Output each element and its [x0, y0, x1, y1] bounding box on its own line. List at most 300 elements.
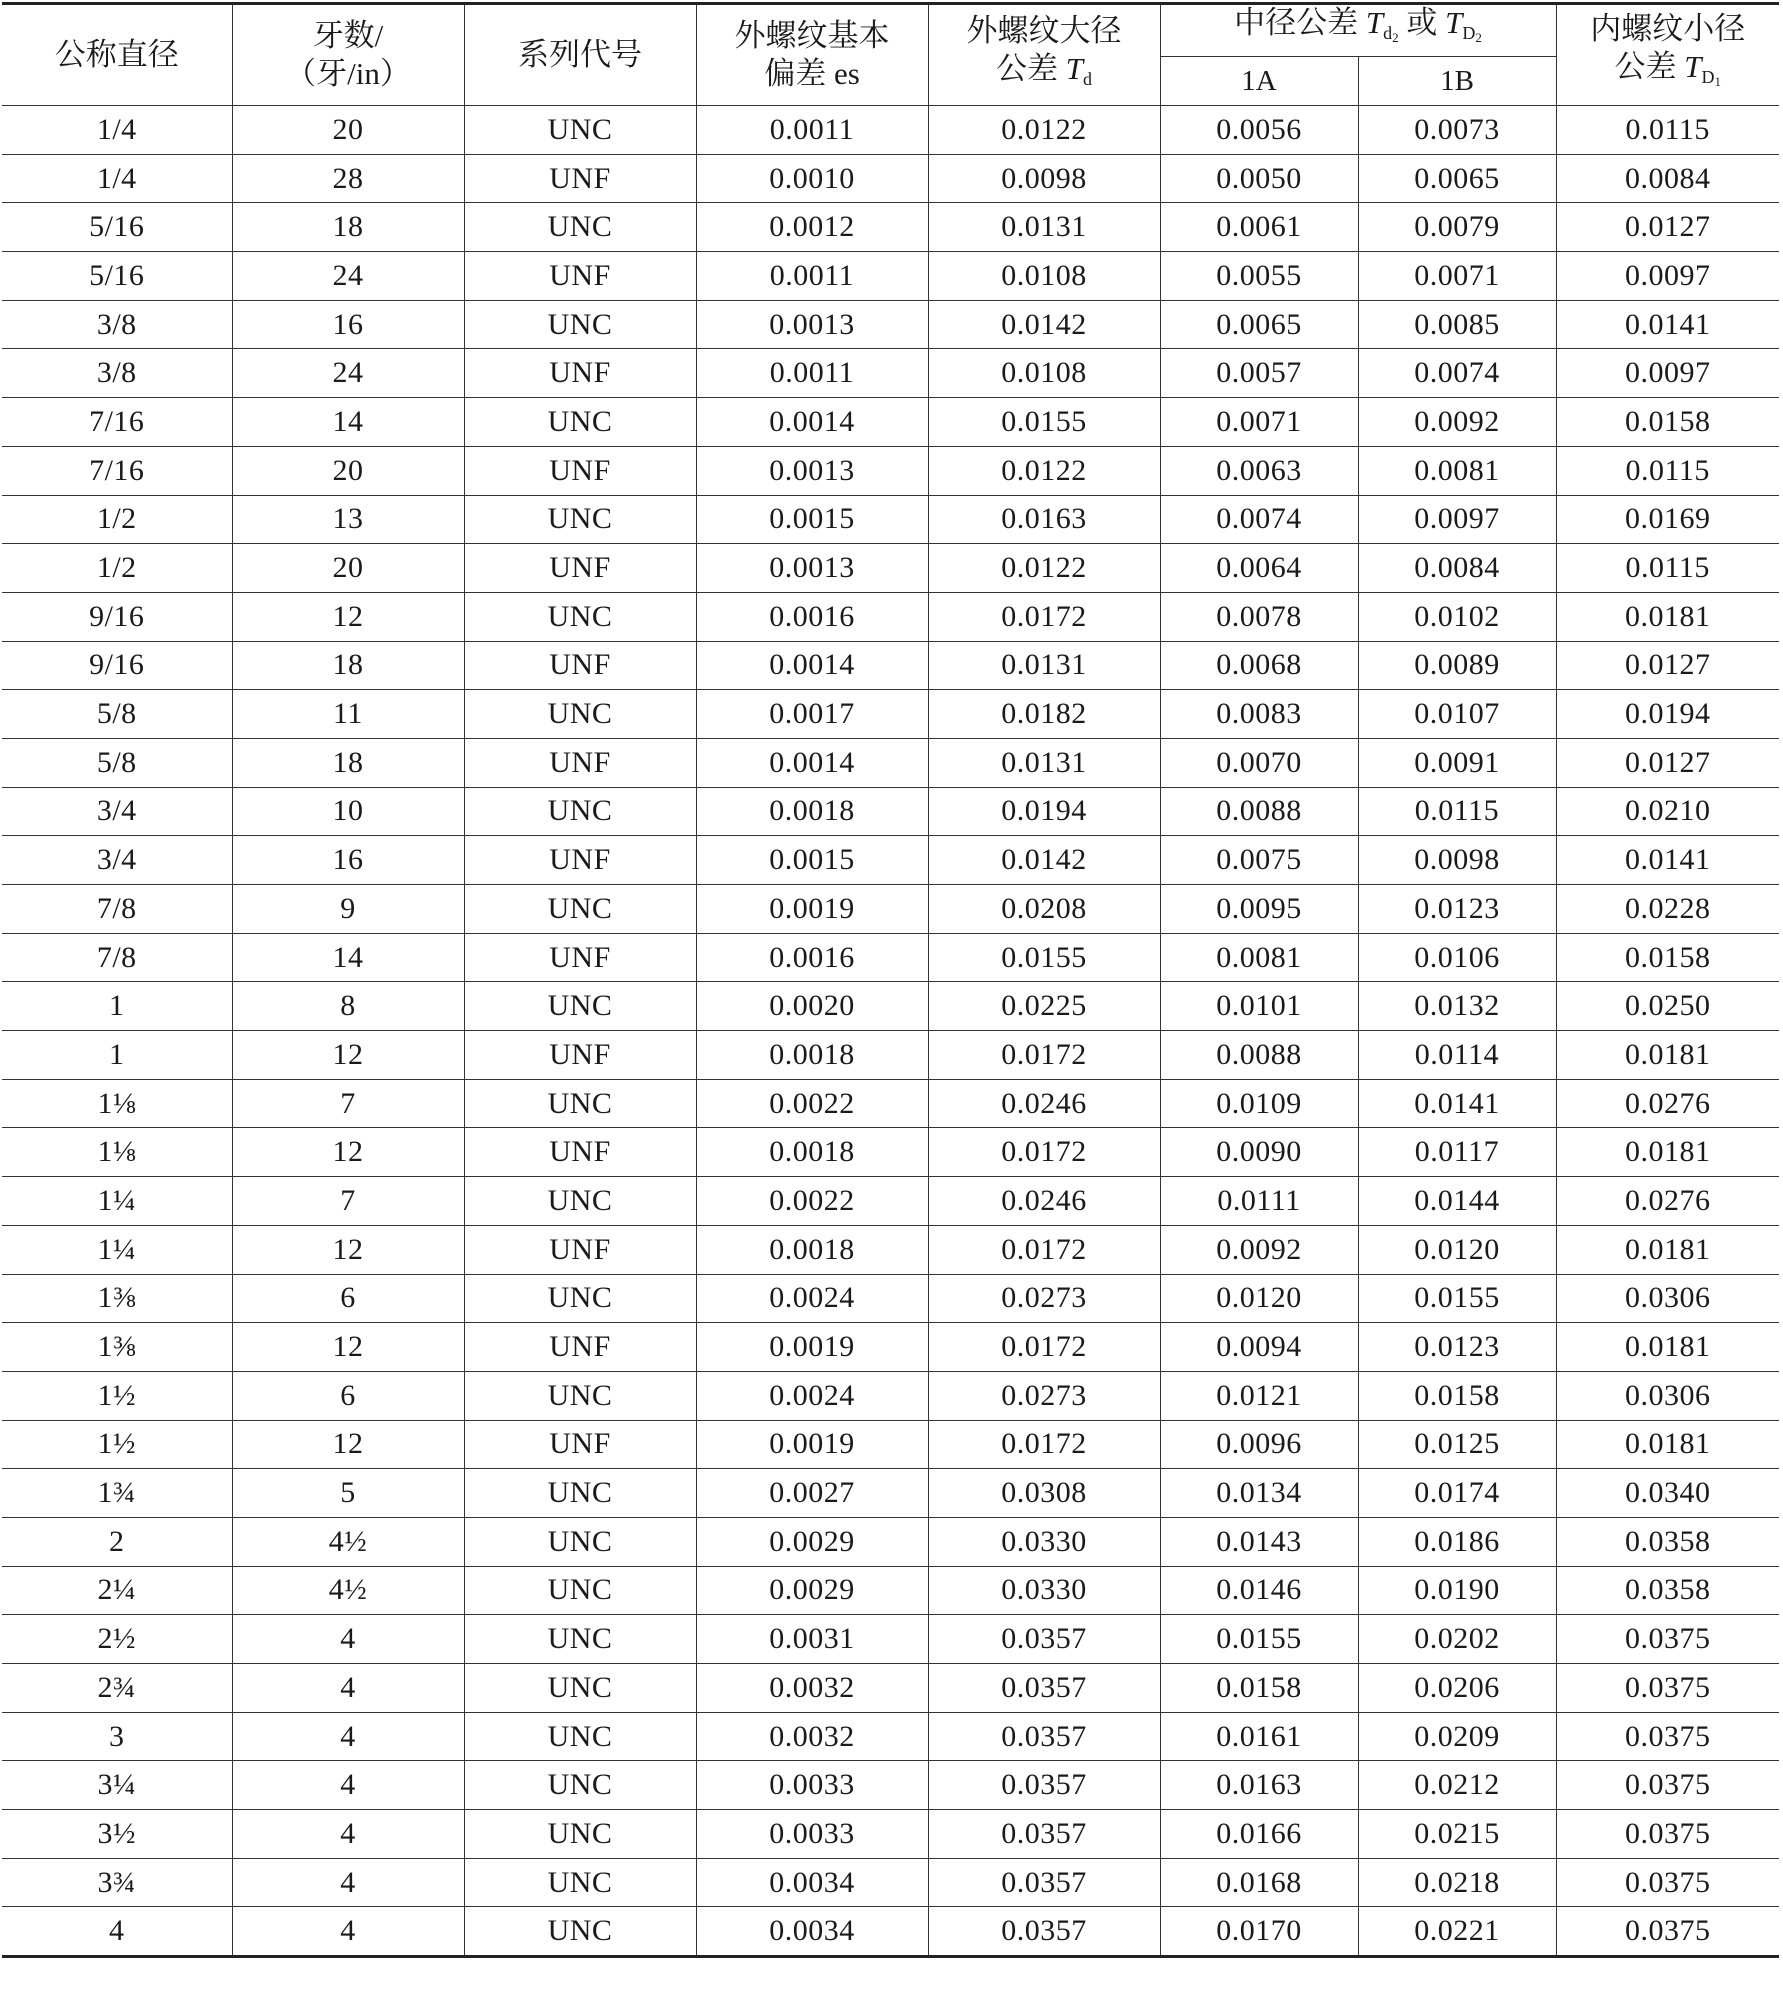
- cell-threads-per-inch: 18: [232, 641, 464, 690]
- header-pitch-symbol1: T: [1365, 5, 1384, 40]
- cell-major-diameter-tolerance: 0.0308: [928, 1469, 1160, 1518]
- cell-minor-diameter-tolerance: 0.0375: [1556, 1761, 1779, 1810]
- cell-threads-per-inch: 10: [232, 787, 464, 836]
- cell-pitch-tolerance-1b: 0.0107: [1358, 690, 1556, 739]
- header-td1-prefix: 公差: [1614, 48, 1685, 84]
- cell-basic-deviation-es: 0.0013: [696, 300, 928, 349]
- cell-threads-per-inch: 7: [232, 1079, 464, 1128]
- cell-pitch-tolerance-1b: 0.0144: [1358, 1177, 1556, 1226]
- cell-nominal-diameter: 1¾: [2, 1469, 232, 1518]
- header-td1-sub-wrap: [1702, 67, 1722, 87]
- cell-nominal-diameter: 3: [2, 1712, 232, 1761]
- cell-threads-per-inch: 4: [232, 1907, 464, 1957]
- cell-series-code: UNF: [464, 349, 696, 398]
- cell-pitch-tolerance-1b: 0.0218: [1358, 1858, 1556, 1907]
- cell-major-diameter-tolerance: 0.0357: [928, 1664, 1160, 1713]
- cell-series-code: UNC: [464, 690, 696, 739]
- cell-basic-deviation-es: 0.0032: [696, 1664, 928, 1713]
- cell-major-diameter-tolerance: 0.0131: [928, 203, 1160, 252]
- cell-minor-diameter-tolerance: 0.0181: [1556, 1031, 1779, 1080]
- cell-pitch-tolerance-1b: 0.0221: [1358, 1907, 1556, 1957]
- cell-basic-deviation-es: 0.0013: [696, 446, 928, 495]
- cell-pitch-tolerance-1a: 0.0088: [1160, 787, 1358, 836]
- cell-pitch-tolerance-1b: 0.0125: [1358, 1420, 1556, 1469]
- cell-series-code: UNC: [464, 1761, 696, 1810]
- cell-pitch-tolerance-1a: 0.0121: [1160, 1371, 1358, 1420]
- cell-nominal-diameter: 3/8: [2, 349, 232, 398]
- cell-minor-diameter-tolerance: 0.0141: [1556, 300, 1779, 349]
- cell-major-diameter-tolerance: 0.0155: [928, 933, 1160, 982]
- cell-major-diameter-tolerance: 0.0246: [928, 1079, 1160, 1128]
- cell-nominal-diameter: 3/8: [2, 300, 232, 349]
- cell-minor-diameter-tolerance: 0.0127: [1556, 203, 1779, 252]
- cell-threads-per-inch: 5: [232, 1469, 464, 1518]
- header-td-line1: 外螺纹大径: [966, 13, 1122, 48]
- cell-nominal-diameter: 7/8: [2, 933, 232, 982]
- cell-nominal-diameter: 1½: [2, 1420, 232, 1469]
- table-row: [2, 1517, 1779, 1566]
- table-row: [2, 398, 1779, 447]
- cell-series-code: UNF: [464, 446, 696, 495]
- cell-pitch-tolerance-1b: 0.0081: [1358, 446, 1556, 495]
- cell-series-code: UNC: [464, 1371, 696, 1420]
- cell-pitch-tolerance-1a: 0.0088: [1160, 1031, 1358, 1080]
- table-row: [2, 446, 1779, 495]
- cell-pitch-tolerance-1b: 0.0120: [1358, 1225, 1556, 1274]
- cell-minor-diameter-tolerance: 0.0250: [1556, 982, 1779, 1031]
- cell-basic-deviation-es: 0.0018: [696, 1128, 928, 1177]
- cell-series-code: UNC: [464, 495, 696, 544]
- cell-pitch-tolerance-1b: 0.0123: [1358, 1323, 1556, 1372]
- cell-pitch-tolerance-1b: 0.0190: [1358, 1566, 1556, 1615]
- cell-major-diameter-tolerance: 0.0172: [928, 1031, 1160, 1080]
- cell-nominal-diameter: 1⅛: [2, 1079, 232, 1128]
- cell-major-diameter-tolerance: 0.0172: [928, 592, 1160, 641]
- cell-major-diameter-tolerance: 0.0122: [928, 544, 1160, 593]
- cell-basic-deviation-es: 0.0032: [696, 1712, 928, 1761]
- cell-nominal-diameter: 1¼: [2, 1177, 232, 1226]
- cell-series-code: UNF: [464, 738, 696, 787]
- cell-major-diameter-tolerance: 0.0357: [928, 1907, 1160, 1957]
- cell-basic-deviation-es: 0.0027: [696, 1469, 928, 1518]
- cell-nominal-diameter: 1/4: [2, 106, 232, 155]
- cell-minor-diameter-tolerance: 0.0127: [1556, 738, 1779, 787]
- cell-series-code: UNC: [464, 1274, 696, 1323]
- cell-series-code: UNF: [464, 933, 696, 982]
- cell-minor-diameter-tolerance: 0.0210: [1556, 787, 1779, 836]
- cell-major-diameter-tolerance: 0.0208: [928, 885, 1160, 934]
- header-external-basic-deviation: [696, 4, 928, 106]
- cell-pitch-tolerance-1a: 0.0078: [1160, 592, 1358, 641]
- header-td1-line2: [1557, 49, 1780, 100]
- cell-series-code: UNC: [464, 1810, 696, 1859]
- cell-basic-deviation-es: 0.0033: [696, 1810, 928, 1859]
- cell-minor-diameter-tolerance: 0.0306: [1556, 1371, 1779, 1420]
- header-td-line2: [929, 51, 1160, 97]
- cell-basic-deviation-es: 0.0029: [696, 1566, 928, 1615]
- cell-basic-deviation-es: 0.0019: [696, 885, 928, 934]
- cell-pitch-tolerance-1b: 0.0206: [1358, 1664, 1556, 1713]
- cell-nominal-diameter: 7/8: [2, 885, 232, 934]
- cell-series-code: UNC: [464, 592, 696, 641]
- header-series-label: 系列代号: [518, 37, 642, 72]
- cell-minor-diameter-tolerance: 0.0097: [1556, 349, 1779, 398]
- table-row: [2, 300, 1779, 349]
- cell-pitch-tolerance-1a: 0.0170: [1160, 1907, 1358, 1957]
- table-row: [2, 982, 1779, 1031]
- cell-pitch-tolerance-1a: 0.0101: [1160, 982, 1358, 1031]
- table-row: [2, 1225, 1779, 1274]
- cell-threads-per-inch: 4: [232, 1761, 464, 1810]
- cell-series-code: UNC: [464, 1615, 696, 1664]
- cell-basic-deviation-es: 0.0013: [696, 544, 928, 593]
- cell-pitch-tolerance-1b: 0.0098: [1358, 836, 1556, 885]
- header-class-1a: 1A: [1160, 57, 1358, 106]
- table-row: [2, 690, 1779, 739]
- cell-threads-per-inch: 4: [232, 1664, 464, 1713]
- cell-minor-diameter-tolerance: 0.0358: [1556, 1517, 1779, 1566]
- cell-pitch-tolerance-1a: 0.0071: [1160, 398, 1358, 447]
- cell-major-diameter-tolerance: 0.0142: [928, 300, 1160, 349]
- cell-pitch-tolerance-1a: 0.0055: [1160, 252, 1358, 301]
- cell-minor-diameter-tolerance: 0.0375: [1556, 1907, 1779, 1957]
- table-row: [2, 1761, 1779, 1810]
- cell-threads-per-inch: 12: [232, 1420, 464, 1469]
- cell-pitch-tolerance-1a: 0.0134: [1160, 1469, 1358, 1518]
- cell-series-code: UNC: [464, 1566, 696, 1615]
- cell-nominal-diameter: 5/8: [2, 738, 232, 787]
- cell-pitch-tolerance-1a: 0.0092: [1160, 1225, 1358, 1274]
- table-body: [2, 106, 1779, 1957]
- cell-minor-diameter-tolerance: 0.0358: [1556, 1566, 1779, 1615]
- cell-major-diameter-tolerance: 0.0273: [928, 1274, 1160, 1323]
- cell-major-diameter-tolerance: 0.0330: [928, 1566, 1160, 1615]
- cell-nominal-diameter: 1½: [2, 1371, 232, 1420]
- cell-nominal-diameter: 1⅛: [2, 1128, 232, 1177]
- cell-pitch-tolerance-1b: 0.0091: [1358, 738, 1556, 787]
- cell-threads-per-inch: 13: [232, 495, 464, 544]
- header-tpi-line1: 牙数/: [312, 18, 384, 53]
- cell-major-diameter-tolerance: 0.0142: [928, 836, 1160, 885]
- cell-basic-deviation-es: 0.0029: [696, 1517, 928, 1566]
- cell-basic-deviation-es: 0.0034: [696, 1858, 928, 1907]
- cell-pitch-tolerance-1a: 0.0064: [1160, 544, 1358, 593]
- cell-pitch-tolerance-1b: 0.0102: [1358, 592, 1556, 641]
- header-pitch-sub2: D: [1462, 23, 1476, 43]
- table-row: [2, 1177, 1779, 1226]
- cell-minor-diameter-tolerance: 0.0084: [1556, 154, 1779, 203]
- header-internal-minor-diameter-tolerance: [1556, 4, 1779, 106]
- cell-pitch-tolerance-1a: 0.0074: [1160, 495, 1358, 544]
- cell-major-diameter-tolerance: 0.0131: [928, 738, 1160, 787]
- cell-minor-diameter-tolerance: 0.0158: [1556, 933, 1779, 982]
- cell-basic-deviation-es: 0.0017: [696, 690, 928, 739]
- cell-pitch-tolerance-1b: 0.0202: [1358, 1615, 1556, 1664]
- table-row: [2, 1323, 1779, 1372]
- table-row: [2, 349, 1779, 398]
- header-threads-per-inch: [232, 4, 464, 106]
- cell-minor-diameter-tolerance: 0.0141: [1556, 836, 1779, 885]
- cell-nominal-diameter: 4: [2, 1907, 232, 1957]
- header-td-sub: d: [1083, 69, 1092, 89]
- cell-basic-deviation-es: 0.0012: [696, 203, 928, 252]
- cell-nominal-diameter: 5/16: [2, 203, 232, 252]
- thread-tolerance-table: [2, 2, 1779, 1958]
- cell-threads-per-inch: 16: [232, 836, 464, 885]
- cell-pitch-tolerance-1a: 0.0111: [1160, 1177, 1358, 1226]
- cell-basic-deviation-es: 0.0011: [696, 349, 928, 398]
- cell-major-diameter-tolerance: 0.0357: [928, 1712, 1160, 1761]
- cell-threads-per-inch: 12: [232, 1031, 464, 1080]
- table-row: [2, 1420, 1779, 1469]
- cell-nominal-diameter: 3½: [2, 1810, 232, 1859]
- cell-pitch-tolerance-1b: 0.0097: [1358, 495, 1556, 544]
- cell-series-code: UNF: [464, 1128, 696, 1177]
- cell-threads-per-inch: 28: [232, 154, 464, 203]
- table-row: [2, 933, 1779, 982]
- cell-series-code: UNC: [464, 203, 696, 252]
- cell-major-diameter-tolerance: 0.0172: [928, 1420, 1160, 1469]
- cell-minor-diameter-tolerance: 0.0181: [1556, 1323, 1779, 1372]
- cell-minor-diameter-tolerance: 0.0340: [1556, 1469, 1779, 1518]
- cell-basic-deviation-es: 0.0014: [696, 641, 928, 690]
- cell-major-diameter-tolerance: 0.0246: [928, 1177, 1160, 1226]
- table-row: [2, 738, 1779, 787]
- cell-threads-per-inch: 4½: [232, 1517, 464, 1566]
- cell-nominal-diameter: 3/4: [2, 836, 232, 885]
- cell-minor-diameter-tolerance: 0.0375: [1556, 1810, 1779, 1859]
- cell-minor-diameter-tolerance: 0.0158: [1556, 398, 1779, 447]
- cell-basic-deviation-es: 0.0018: [696, 787, 928, 836]
- cell-major-diameter-tolerance: 0.0225: [928, 982, 1160, 1031]
- cell-minor-diameter-tolerance: 0.0375: [1556, 1664, 1779, 1713]
- table-row: [2, 1031, 1779, 1080]
- cell-pitch-tolerance-1a: 0.0146: [1160, 1566, 1358, 1615]
- table-row: [2, 787, 1779, 836]
- cell-pitch-tolerance-1b: 0.0115: [1358, 787, 1556, 836]
- header-pitch-prefix: 中径公差: [1234, 5, 1366, 40]
- cell-threads-per-inch: 20: [232, 106, 464, 155]
- cell-minor-diameter-tolerance: 0.0181: [1556, 1225, 1779, 1274]
- cell-pitch-tolerance-1a: 0.0056: [1160, 106, 1358, 155]
- header-series-code: [464, 4, 696, 106]
- table-row: [2, 1858, 1779, 1907]
- cell-nominal-diameter: 2¾: [2, 1664, 232, 1713]
- header-td1-sub-index: 1: [1714, 73, 1721, 89]
- cell-minor-diameter-tolerance: 0.0181: [1556, 592, 1779, 641]
- cell-series-code: UNF: [464, 1323, 696, 1372]
- cell-threads-per-inch: 7: [232, 1177, 464, 1226]
- table-row: [2, 1469, 1779, 1518]
- cell-major-diameter-tolerance: 0.0172: [928, 1225, 1160, 1274]
- cell-nominal-diameter: 2: [2, 1517, 232, 1566]
- cell-pitch-tolerance-1a: 0.0065: [1160, 300, 1358, 349]
- cell-threads-per-inch: 18: [232, 738, 464, 787]
- cell-nominal-diameter: 9/16: [2, 641, 232, 690]
- cell-minor-diameter-tolerance: 0.0181: [1556, 1128, 1779, 1177]
- cell-pitch-tolerance-1b: 0.0089: [1358, 641, 1556, 690]
- cell-basic-deviation-es: 0.0034: [696, 1907, 928, 1957]
- cell-pitch-tolerance-1a: 0.0081: [1160, 933, 1358, 982]
- cell-nominal-diameter: 3¾: [2, 1858, 232, 1907]
- cell-basic-deviation-es: 0.0033: [696, 1761, 928, 1810]
- cell-basic-deviation-es: 0.0018: [696, 1031, 928, 1080]
- cell-pitch-tolerance-1b: 0.0117: [1358, 1128, 1556, 1177]
- cell-basic-deviation-es: 0.0010: [696, 154, 928, 203]
- cell-threads-per-inch: 14: [232, 933, 464, 982]
- table-row: [2, 1907, 1779, 1957]
- cell-series-code: UNF: [464, 1031, 696, 1080]
- cell-threads-per-inch: 11: [232, 690, 464, 739]
- cell-pitch-tolerance-1a: 0.0063: [1160, 446, 1358, 495]
- cell-pitch-tolerance-1b: 0.0141: [1358, 1079, 1556, 1128]
- cell-series-code: UNC: [464, 300, 696, 349]
- table-row: [2, 106, 1779, 155]
- cell-nominal-diameter: 1: [2, 1031, 232, 1080]
- table-row: [2, 1615, 1779, 1664]
- cell-threads-per-inch: 24: [232, 252, 464, 301]
- table-row: [2, 252, 1779, 301]
- header-pitch-or: 或: [1398, 5, 1446, 40]
- cell-nominal-diameter: 2¼: [2, 1566, 232, 1615]
- cell-pitch-tolerance-1b: 0.0071: [1358, 252, 1556, 301]
- table-row: [2, 1810, 1779, 1859]
- cell-nominal-diameter: 3¼: [2, 1761, 232, 1810]
- header-pitch-sub1-index: 2: [1392, 30, 1399, 45]
- cell-nominal-diameter: 3/4: [2, 787, 232, 836]
- cell-pitch-tolerance-1a: 0.0061: [1160, 203, 1358, 252]
- cell-pitch-tolerance-1a: 0.0090: [1160, 1128, 1358, 1177]
- cell-threads-per-inch: 4½: [232, 1566, 464, 1615]
- header-td1-line1: 内螺纹小径: [1590, 10, 1746, 46]
- table-row: [2, 836, 1779, 885]
- cell-nominal-diameter: 1¼: [2, 1225, 232, 1274]
- cell-major-diameter-tolerance: 0.0122: [928, 106, 1160, 155]
- cell-pitch-tolerance-1a: 0.0068: [1160, 641, 1358, 690]
- cell-major-diameter-tolerance: 0.0330: [928, 1517, 1160, 1566]
- cell-minor-diameter-tolerance: 0.0276: [1556, 1079, 1779, 1128]
- cell-pitch-tolerance-1b: 0.0123: [1358, 885, 1556, 934]
- table-row: [2, 544, 1779, 593]
- header-pitch-sub1: d: [1383, 23, 1393, 43]
- cell-pitch-tolerance-1a: 0.0155: [1160, 1615, 1358, 1664]
- cell-major-diameter-tolerance: 0.0098: [928, 154, 1160, 203]
- cell-pitch-tolerance-1b: 0.0186: [1358, 1517, 1556, 1566]
- cell-nominal-diameter: 1⅜: [2, 1323, 232, 1372]
- cell-basic-deviation-es: 0.0016: [696, 933, 928, 982]
- cell-nominal-diameter: 5/16: [2, 252, 232, 301]
- cell-basic-deviation-es: 0.0011: [696, 106, 928, 155]
- cell-pitch-tolerance-1a: 0.0096: [1160, 1420, 1358, 1469]
- header-pitch-sub2-index: 2: [1475, 30, 1482, 45]
- header-td1-symbol: T: [1684, 48, 1702, 84]
- header-class-1b: 1B: [1358, 57, 1556, 106]
- table-row: [2, 495, 1779, 544]
- cell-pitch-tolerance-1a: 0.0143: [1160, 1517, 1358, 1566]
- cell-threads-per-inch: 8: [232, 982, 464, 1031]
- cell-threads-per-inch: 6: [232, 1371, 464, 1420]
- cell-basic-deviation-es: 0.0022: [696, 1177, 928, 1226]
- cell-series-code: UNC: [464, 106, 696, 155]
- cell-basic-deviation-es: 0.0024: [696, 1371, 928, 1420]
- cell-major-diameter-tolerance: 0.0131: [928, 641, 1160, 690]
- cell-nominal-diameter: 9/16: [2, 592, 232, 641]
- cell-minor-diameter-tolerance: 0.0228: [1556, 885, 1779, 934]
- cell-series-code: UNF: [464, 836, 696, 885]
- cell-basic-deviation-es: 0.0011: [696, 252, 928, 301]
- cell-threads-per-inch: 18: [232, 203, 464, 252]
- cell-series-code: UNF: [464, 252, 696, 301]
- cell-pitch-tolerance-1b: 0.0174: [1358, 1469, 1556, 1518]
- header-td-symbol: T: [1065, 51, 1083, 86]
- cell-basic-deviation-es: 0.0024: [696, 1274, 928, 1323]
- cell-basic-deviation-es: 0.0031: [696, 1615, 928, 1664]
- cell-threads-per-inch: 12: [232, 1323, 464, 1372]
- cell-series-code: UNC: [464, 1177, 696, 1226]
- cell-pitch-tolerance-1b: 0.0215: [1358, 1810, 1556, 1859]
- header-es-line1: 外螺纹基本: [734, 18, 890, 53]
- cell-minor-diameter-tolerance: 0.0127: [1556, 641, 1779, 690]
- cell-minor-diameter-tolerance: 0.0169: [1556, 495, 1779, 544]
- cell-pitch-tolerance-1b: 0.0092: [1358, 398, 1556, 447]
- cell-threads-per-inch: 12: [232, 1128, 464, 1177]
- cell-major-diameter-tolerance: 0.0155: [928, 398, 1160, 447]
- cell-pitch-tolerance-1b: 0.0114: [1358, 1031, 1556, 1080]
- cell-basic-deviation-es: 0.0014: [696, 738, 928, 787]
- cell-minor-diameter-tolerance: 0.0097: [1556, 252, 1779, 301]
- header-es-line2: 偏差 es: [764, 56, 860, 91]
- table-row: [2, 885, 1779, 934]
- cell-nominal-diameter: 1⅜: [2, 1274, 232, 1323]
- header-pitch-symbol2: T: [1445, 5, 1463, 40]
- table-row: [2, 1664, 1779, 1713]
- cell-series-code: UNF: [464, 1420, 696, 1469]
- cell-pitch-tolerance-1a: 0.0094: [1160, 1323, 1358, 1372]
- cell-major-diameter-tolerance: 0.0122: [928, 446, 1160, 495]
- cell-basic-deviation-es: 0.0022: [696, 1079, 928, 1128]
- cell-minor-diameter-tolerance: 0.0276: [1556, 1177, 1779, 1226]
- header-pitch-diameter-tolerance: [1160, 4, 1556, 57]
- cell-basic-deviation-es: 0.0015: [696, 836, 928, 885]
- cell-threads-per-inch: 4: [232, 1858, 464, 1907]
- cell-pitch-tolerance-1b: 0.0132: [1358, 982, 1556, 1031]
- cell-minor-diameter-tolerance: 0.0375: [1556, 1615, 1779, 1664]
- table-row: [2, 154, 1779, 203]
- cell-minor-diameter-tolerance: 0.0115: [1556, 446, 1779, 495]
- cell-nominal-diameter: 1/2: [2, 544, 232, 593]
- cell-pitch-tolerance-1b: 0.0106: [1358, 933, 1556, 982]
- cell-pitch-tolerance-1a: 0.0075: [1160, 836, 1358, 885]
- cell-major-diameter-tolerance: 0.0357: [928, 1858, 1160, 1907]
- cell-major-diameter-tolerance: 0.0163: [928, 495, 1160, 544]
- cell-major-diameter-tolerance: 0.0182: [928, 690, 1160, 739]
- cell-series-code: UNC: [464, 1907, 696, 1957]
- cell-pitch-tolerance-1b: 0.0155: [1358, 1274, 1556, 1323]
- cell-basic-deviation-es: 0.0019: [696, 1420, 928, 1469]
- cell-threads-per-inch: 20: [232, 446, 464, 495]
- cell-threads-per-inch: 20: [232, 544, 464, 593]
- table-row: [2, 1128, 1779, 1177]
- cell-pitch-tolerance-1a: 0.0120: [1160, 1274, 1358, 1323]
- cell-threads-per-inch: 4: [232, 1712, 464, 1761]
- cell-basic-deviation-es: 0.0014: [696, 398, 928, 447]
- cell-minor-diameter-tolerance: 0.0181: [1556, 1420, 1779, 1469]
- cell-pitch-tolerance-1a: 0.0158: [1160, 1664, 1358, 1713]
- cell-series-code: UNF: [464, 641, 696, 690]
- cell-minor-diameter-tolerance: 0.0375: [1556, 1712, 1779, 1761]
- cell-major-diameter-tolerance: 0.0273: [928, 1371, 1160, 1420]
- cell-series-code: UNC: [464, 1079, 696, 1128]
